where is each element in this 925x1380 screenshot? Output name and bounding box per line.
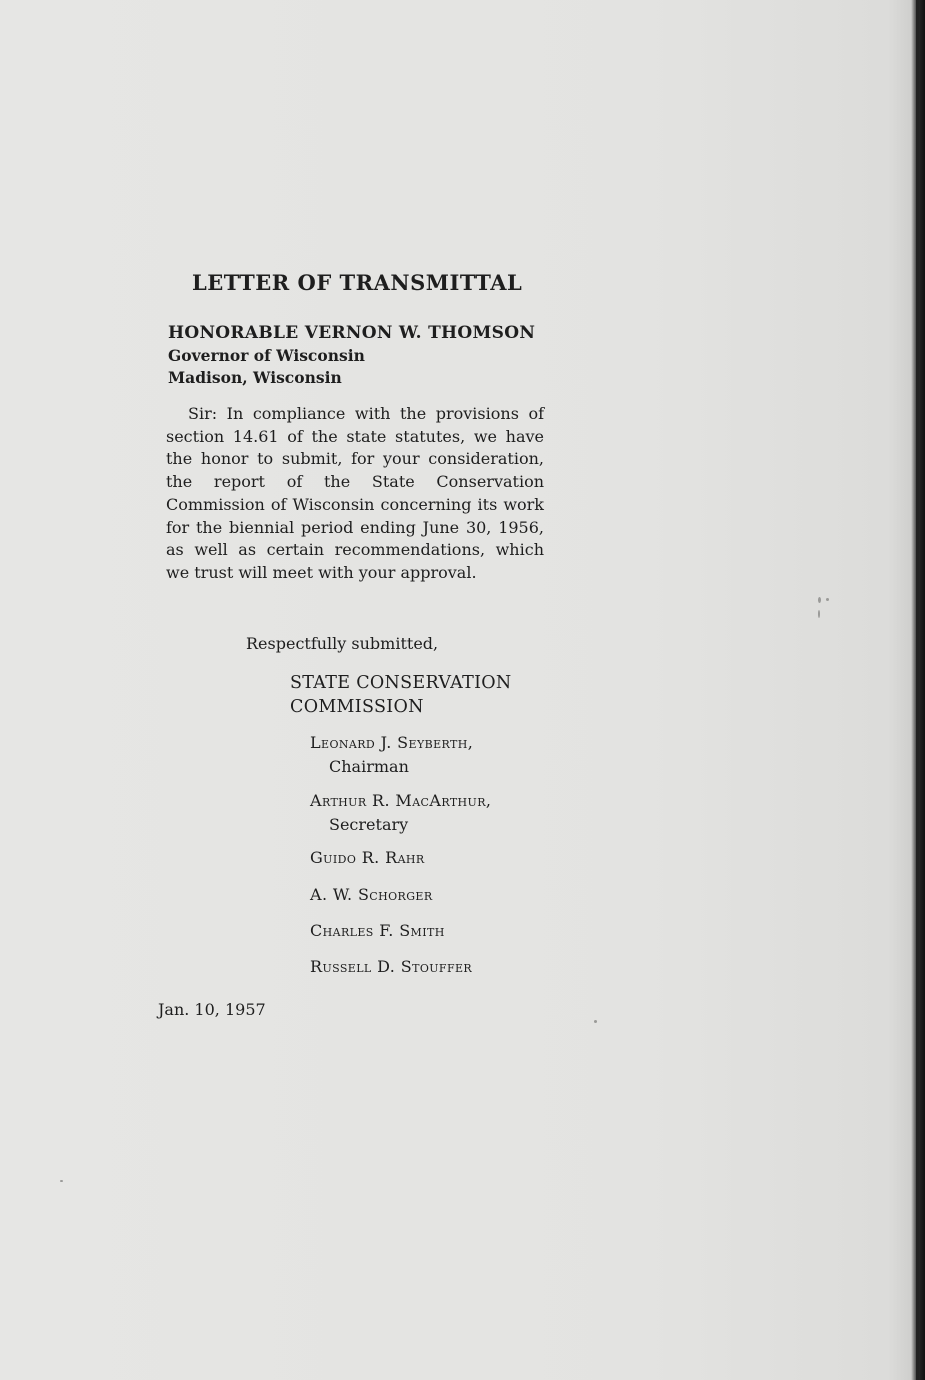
member-signatory: [310, 789, 491, 837]
letter-body: Sir: In compliance with the provisions of section 14.61 of the state statutes, we have the honor to submit, for your consideration, the report of the State Conservation Commission of Wisconsin concerning its work for the biennial period ending June 30, 1956, as well as certain recommendations, which we trust will meet with your approval.: [166, 404, 544, 582]
member-signatory: [310, 883, 433, 907]
scan-speck: [60, 1180, 63, 1182]
addressee-location: Madison, Wisconsin: [168, 368, 342, 387]
member-name: Russell D. Stouffer: [310, 957, 473, 976]
commission-name-line1: STATE CONSERVATION: [290, 673, 512, 693]
bleed-through-marks: [818, 320, 848, 510]
scan-speck: [818, 610, 820, 618]
addressee-position: Governor of Wisconsin: [168, 346, 365, 365]
scan-speck: [818, 597, 821, 603]
closing-line: Respectfully submitted,: [246, 634, 439, 653]
commission-name: [290, 671, 512, 719]
member-signatory: [310, 919, 445, 943]
member-name: Charles F. Smith: [310, 921, 445, 940]
member-signatory: [310, 731, 473, 779]
member-signatory: [310, 955, 472, 979]
letter-title: LETTER OF TRANSMITTAL: [192, 270, 523, 295]
scan-speck: [594, 1020, 597, 1023]
member-name: A. W. Schorger: [310, 885, 433, 904]
member-name: Leonard J. Seyberth,: [310, 733, 474, 752]
member-signatory: [310, 846, 425, 870]
scan-speck: [826, 598, 829, 601]
member-role: Chairman: [329, 757, 409, 776]
page-binding-edge: [916, 0, 919, 1380]
addressee-block: [168, 322, 535, 389]
member-role: Secretary: [329, 815, 409, 834]
addressee-name: HONORABLE VERNON W. THOMSON: [168, 323, 536, 343]
letter-date: Jan. 10, 1957: [158, 1000, 266, 1019]
member-name: Guido R. Rahr: [310, 848, 425, 867]
commission-name-line2: COMMISSION: [290, 697, 424, 717]
member-name: Arthur R. MacArthur,: [310, 791, 492, 810]
